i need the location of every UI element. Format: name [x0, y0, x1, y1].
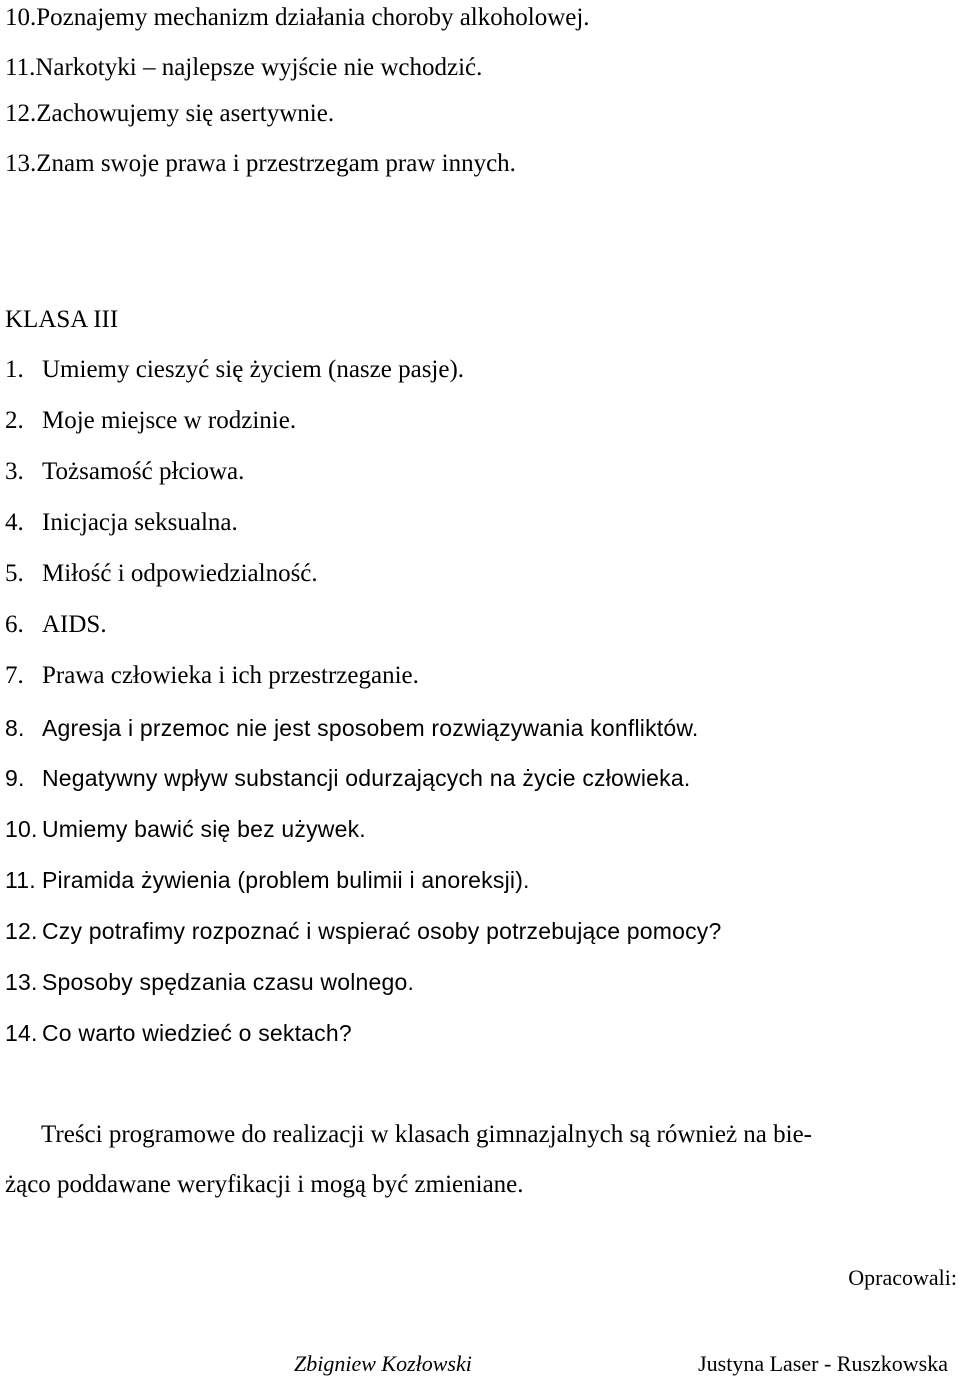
list-item-number: 5.	[5, 560, 24, 587]
paragraph-line: żąco poddawane weryfikacji i mogą być zmieniane.	[5, 1171, 524, 1198]
author-name: Justyna Laser - Ruszkowska	[698, 1351, 948, 1376]
list-item-text: Umiemy cieszyć się życiem (nasze pasje).	[42, 356, 465, 383]
list-item-number: 8.	[5, 715, 25, 741]
list-item-number: 6.	[5, 611, 24, 638]
list-item-text: Sposoby spędzania czasu wolnego.	[42, 969, 415, 995]
section-heading: KLASA III	[5, 306, 119, 333]
list-item	[5, 713, 698, 743]
list-item-text: Zachowujemy się asertywnie.	[36, 100, 335, 127]
list-item	[5, 967, 414, 997]
list-item-number: 4.	[5, 509, 24, 536]
list-item	[5, 610, 107, 640]
list-item-number: 12.	[5, 100, 37, 127]
list-item-text: Umiemy bawić się bez używek.	[42, 816, 366, 842]
list-item-text: Negatywny wpływ substancji odurzających na życie człowieka.	[42, 765, 691, 791]
list-item-text: Inicjacja seksualna.	[42, 509, 238, 536]
list-item-text: Miłość i odpowiedzialność.	[42, 560, 318, 587]
list-item	[5, 457, 244, 487]
list-item-number: 11.	[5, 54, 36, 81]
closing-paragraph	[5, 1110, 955, 1210]
author-name: Zbigniew Kozłowski	[294, 1351, 472, 1376]
list-item-number: 9.	[5, 765, 25, 791]
list-item	[5, 355, 464, 385]
list-item	[5, 916, 722, 946]
list-item	[5, 149, 516, 179]
list-item-text: Poznajemy mechanizm działania choroby alkoholowej.	[36, 4, 590, 31]
prepared-by-label: Opracowali:	[848, 1265, 957, 1290]
paragraph-line	[5, 1110, 955, 1160]
list-item	[5, 814, 366, 844]
list-item	[5, 99, 334, 129]
list-item-number: 11.	[5, 867, 36, 893]
list-item-number: 7.	[5, 662, 24, 689]
list-item	[5, 661, 419, 691]
list-item	[5, 3, 590, 33]
list-item-text: Co warto wiedzieć o sektach?	[42, 1020, 352, 1046]
list-item-text: Tożsamość płciowa.	[42, 458, 245, 485]
list-item	[5, 53, 482, 83]
paragraph-line-text: Treści programowe do realizacji w klasach gimnazjalnych są również na bie-	[41, 1121, 813, 1148]
list-item	[5, 1018, 352, 1048]
list-item	[5, 559, 318, 589]
list-item-number: 2.	[5, 407, 24, 434]
list-item-text: Prawa człowieka i ich przestrzeganie.	[42, 662, 419, 689]
list-item-text: Narkotyki – najlepsze wyjście nie wchodzić.	[35, 54, 483, 81]
list-item-number: 13.	[5, 969, 38, 995]
list-item-number: 12.	[5, 918, 38, 944]
list-item-number: 10.	[5, 816, 38, 842]
list-item	[5, 865, 530, 895]
list-item-number: 10.	[5, 4, 37, 31]
list-item-number: 14.	[5, 1020, 38, 1046]
list-item	[5, 508, 238, 538]
list-item-number: 13.	[5, 150, 37, 177]
list-item-number: 1.	[5, 356, 24, 383]
list-item-text: Moje miejsce w rodzinie.	[42, 407, 297, 434]
list-item	[5, 406, 296, 436]
list-item-number: 3.	[5, 458, 24, 485]
list-item	[5, 763, 690, 793]
list-item-text: Piramida żywienia (problem bulimii i anoreksji).	[42, 867, 530, 893]
list-item-text: Agresja i przemoc nie jest sposobem rozwiązywania konfliktów.	[42, 715, 699, 741]
list-item-text: Znam swoje prawa i przestrzegam praw innych.	[36, 150, 516, 177]
list-item-text: AIDS.	[42, 611, 107, 638]
list-item-text: Czy potrafimy rozpoznać i wspierać osoby potrzebujące pomocy?	[42, 918, 722, 944]
